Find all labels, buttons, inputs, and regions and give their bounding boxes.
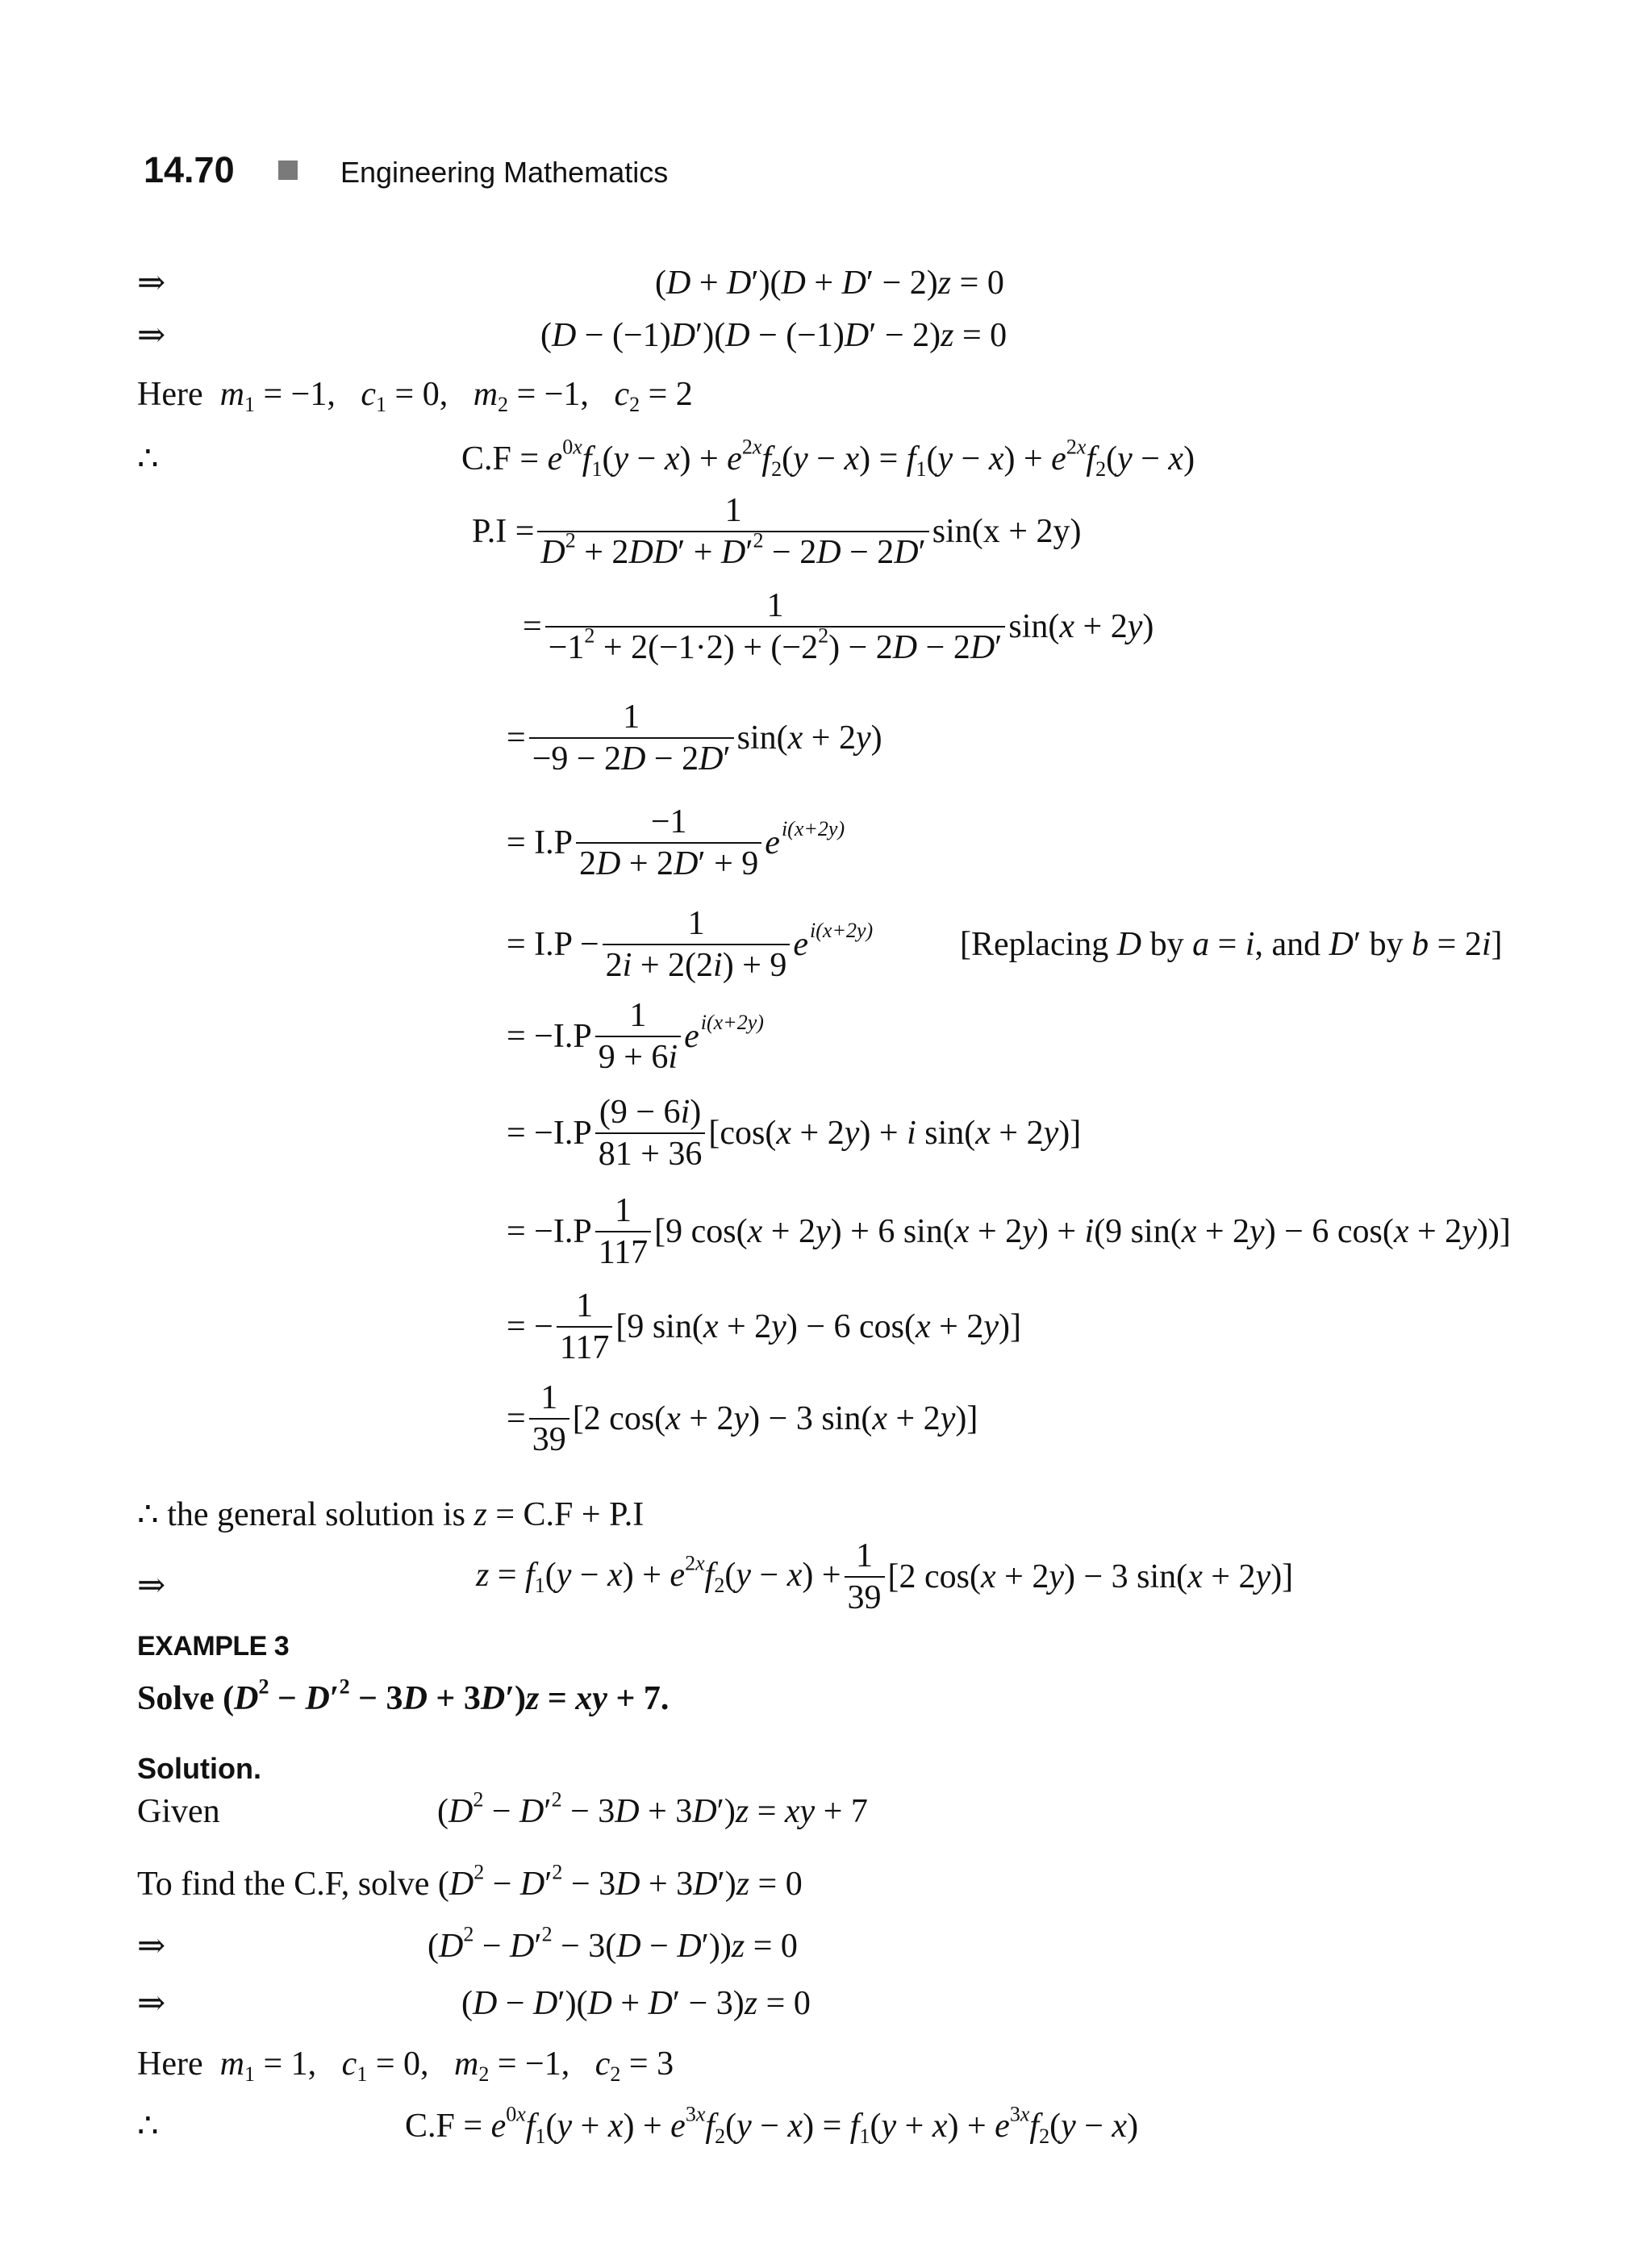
solution-label: Solution. (137, 1752, 261, 1785)
general-solution-label: ∴ the general solution is z = C.F + P.I (137, 1496, 645, 1533)
therefore-symbol: ∴ (137, 440, 159, 477)
here-values-2: Here $m_1 = 1$, $c_1 = 0$, $m_2 = -1$, $c_2 = 3$ (137, 2045, 674, 2086)
factor-step-1: $(D^2 - D'^2 - 3(D - D'))z = 0$ (428, 1922, 798, 1965)
pi-step-1: P.I = $\frac{1}{D^2 + 2DD' + D'^2 - 2D - 2D'}$ sin(x + 2y) (472, 492, 1082, 571)
to-find-cf: To find the C.F, solve $(D^2 - D'^2 - 3D + 3D')z = 0$ (137, 1860, 803, 1903)
pi-step-6: = −I.P $\frac{1}{9 + 6i}$ $e^{i(x+2y)}$ (507, 997, 764, 1076)
pi-step-3: = $\frac{1}{-9 - 2D - 2D'}$ sin(x + 2y) (507, 698, 882, 778)
equation-step-2: (D − (−1)D′)(D − (−1)D′ − 2)z = 0 (540, 317, 1007, 354)
example-label: EXAMPLE 3 (137, 1631, 290, 1662)
pi-step-2: = $\frac{1}{-1^2 + 2(-1\cdot 2) + (-2^2) - 2D - 2D'}$ sin(x + 2y) (523, 587, 1154, 666)
general-solution: $z = f_1(y - x) + e^{2x}f_2(y - x)$ + $\frac{1}{39}$ [2 cos(x + 2y) − 3 sin(x + 2y)] (476, 1537, 1294, 1616)
example-statement: Solve $(D^2 - D'^2 - 3D + 3D')z$ = xy + 7. (137, 1674, 670, 1717)
pi-step-5: = I.P − $\frac{1}{2i + 2(2i) + 9}$ $e^{i(x+2y)}$ (507, 905, 874, 984)
factor-step-2: (D − D′)(D + D′ − 3)z = 0 (461, 1985, 811, 2022)
replacing-note: [Replacing D by a = i, and D′ by b = 2i] (960, 926, 1503, 963)
implies-symbol: ⇒ (137, 265, 166, 302)
complementary-function: $C.F = e^{0x}f_1(y - x) + e^{2x}f_2(y - x) = f_1(y - x) + e^{2x}f_2(y - x)$ (461, 435, 1195, 481)
pi-step-9: = − $\frac{1}{117}$ [9 sin(x + 2y) − 6 cos(x + 2y)] (507, 1287, 1021, 1366)
implies-symbol: ⇒ (137, 1985, 166, 2022)
given-label: Given (137, 1793, 220, 1830)
pi-step-10: = $\frac{1}{39}$ [2 cos(x + 2y) − 3 sin(x + 2y)] (507, 1379, 978, 1458)
here-values-1: Here $m_1 = -1$, $c_1 = 0$, $m_2 = -1$, $c_2 = 2$ (137, 376, 693, 416)
implies-symbol: ⇒ (137, 1928, 166, 1965)
implies-symbol: ⇒ (137, 317, 166, 354)
page-number: 14.70 (144, 149, 235, 190)
equation-step-1: (D + D′)(D + D′ − 2)z = 0 (655, 265, 1004, 302)
header-square-icon (278, 161, 298, 180)
book-title: Engineering Mathematics (340, 156, 669, 189)
complementary-function-2: $C.F = e^{0x}f_1(y + x) + e^{3x}f_2(y - x) = f_1(y + x) + e^{3x}f_2(y - x)$ (405, 2102, 1139, 2148)
pi-step-4: = I.P $\frac{-1}{2D + 2D' + 9}$ $e^{i(x+2y)}$ (507, 803, 845, 882)
given-equation: $(D^2 - D'^2 - 3D + 3D')z$ = xy + 7 (437, 1787, 868, 1830)
pi-step-7: = −I.P $\frac{(9 - 6i)}{81 + 36}$ [cos(x + 2y) + i sin(x + 2y)] (507, 1094, 1082, 1173)
implies-symbol: ⇒ (137, 1567, 166, 1604)
therefore-symbol: ∴ (137, 2108, 159, 2145)
pi-step-8: = −I.P $\frac{1}{117}$ [9 cos(x + 2y) + 6 sin(x + 2y) + i(9 sin(x + 2y) − 6 cos(x + 2y))] (507, 1192, 1511, 1271)
